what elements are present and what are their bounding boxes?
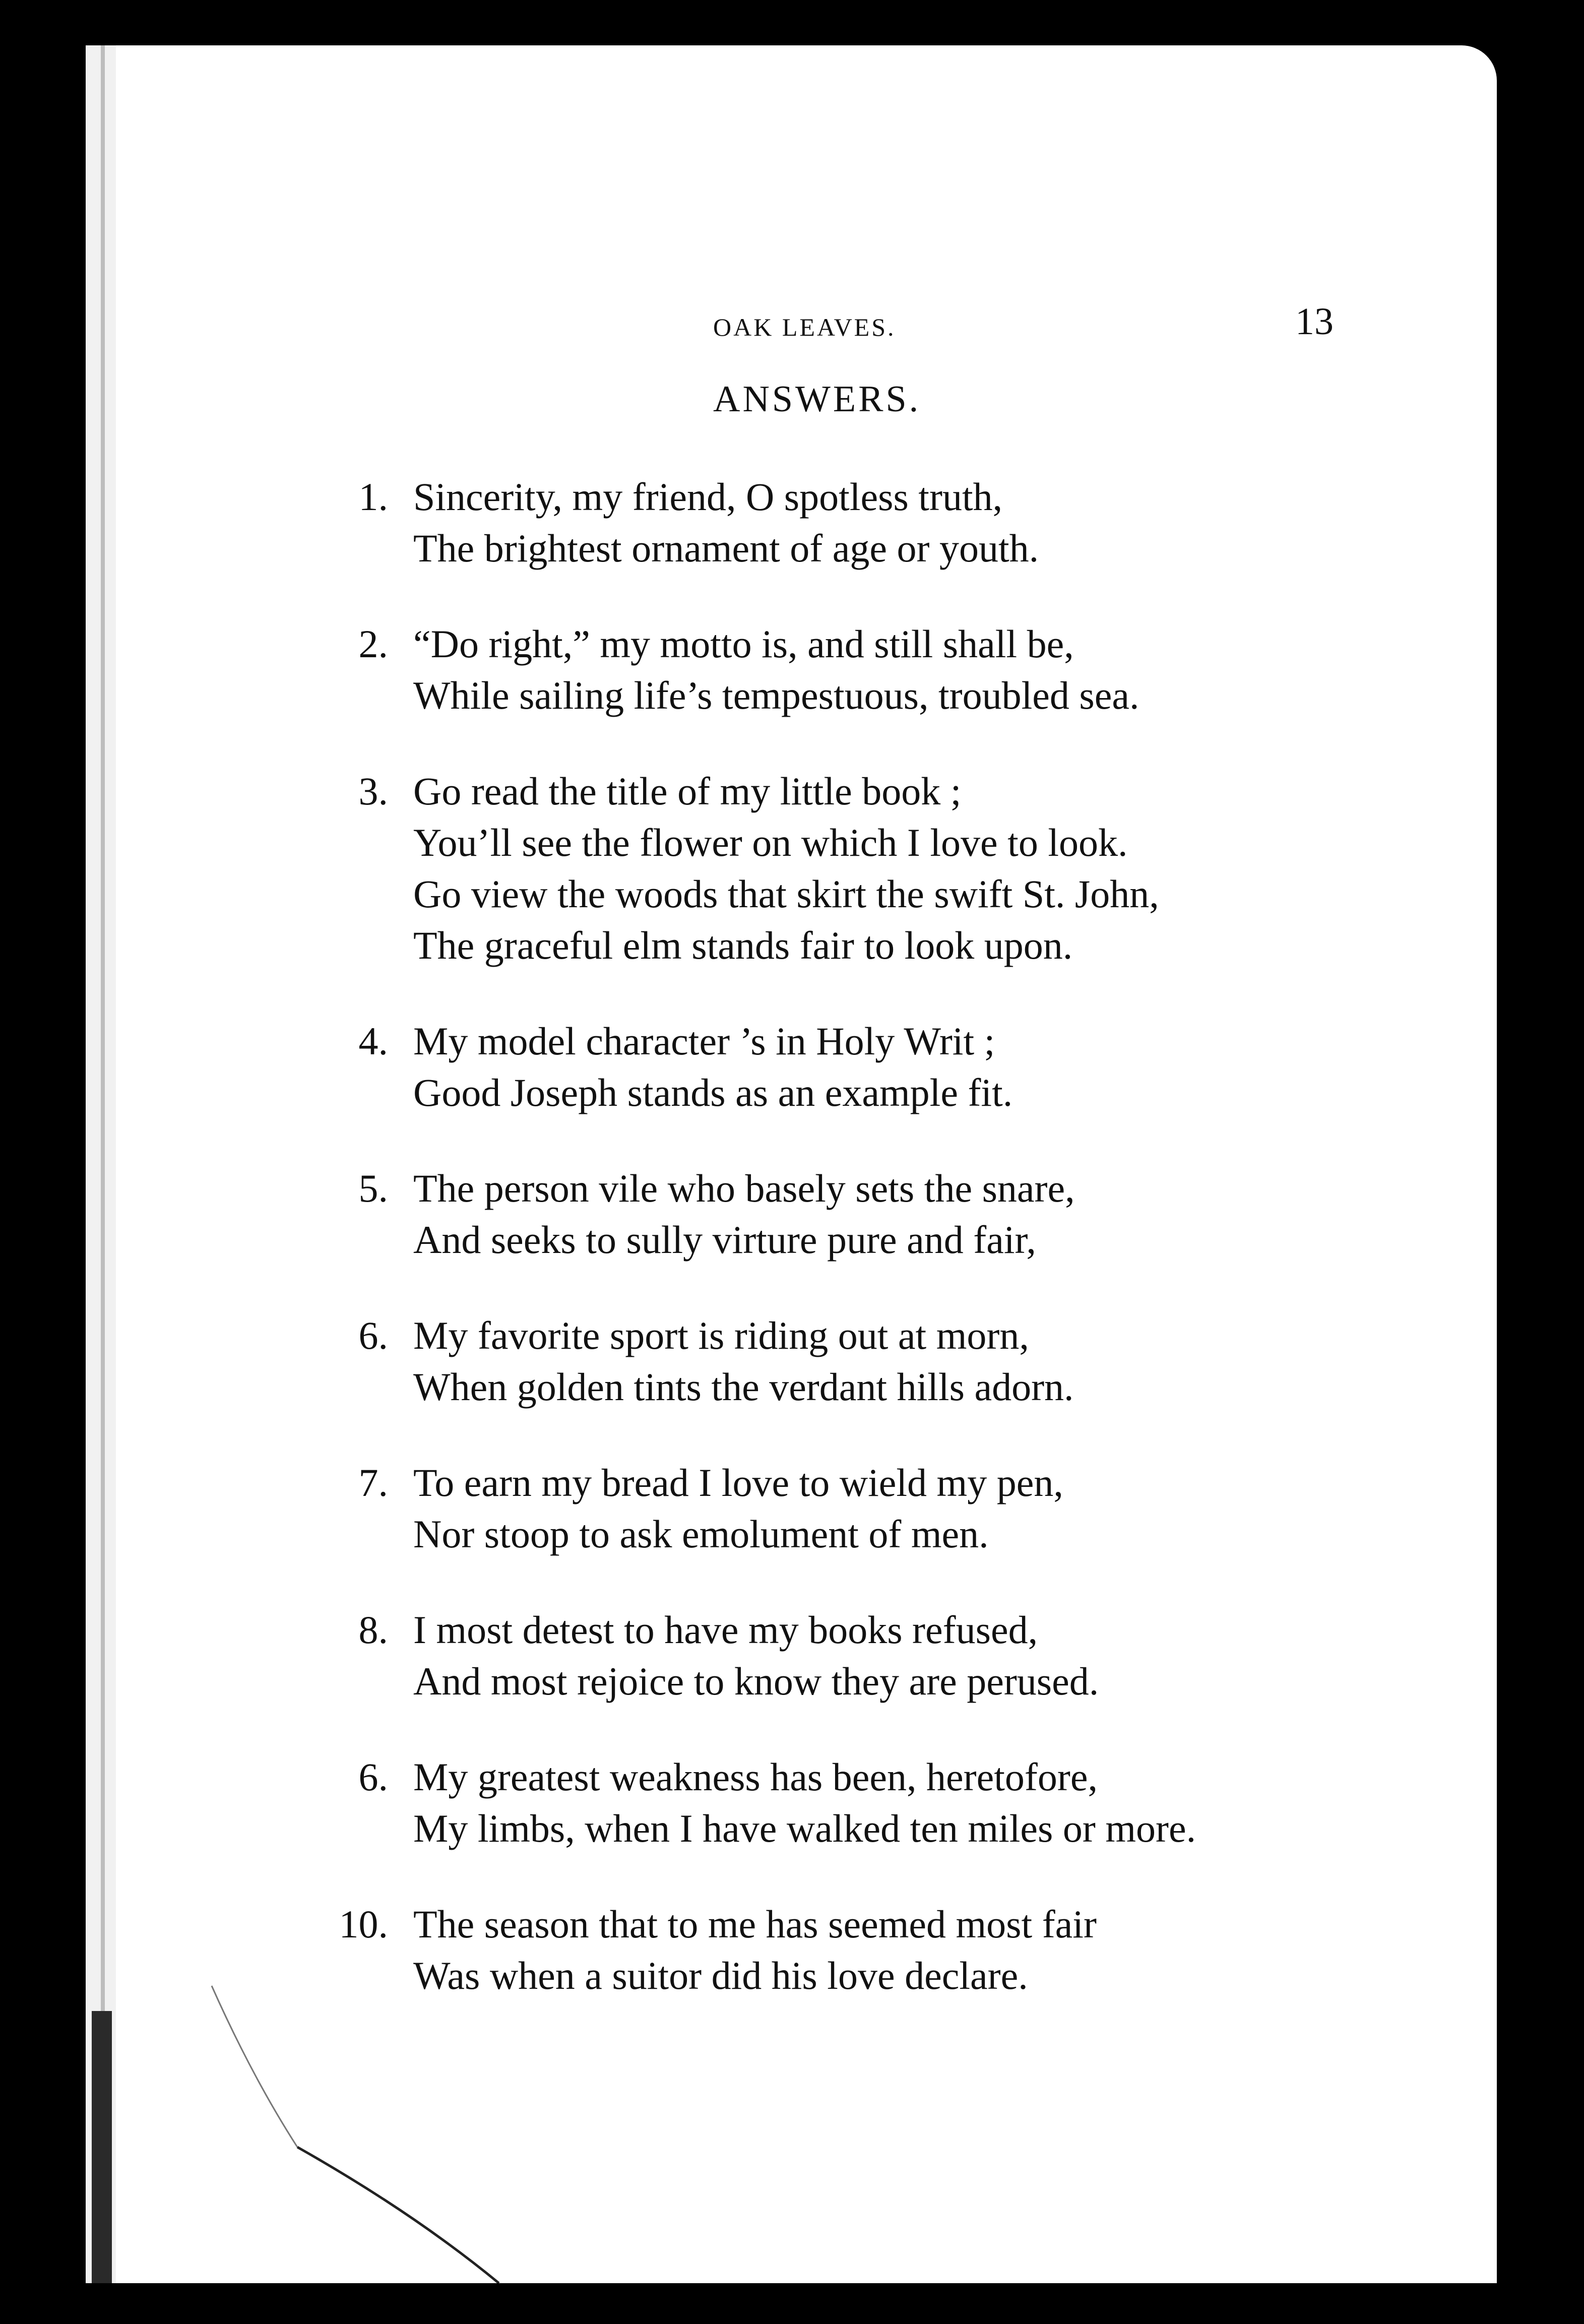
answer-line: I most detest to have my books refused,	[413, 1608, 1038, 1652]
answer-number: 6.	[358, 1313, 388, 1357]
answer-item	[86, 766, 1196, 971]
answer-number: 4.	[358, 1019, 388, 1063]
answer-line: Was when a suitor did his love declare.	[413, 1954, 1028, 1997]
answer-number: 5.	[358, 1166, 388, 1210]
answer-line: And most rejoice to know they are perused.	[413, 1659, 1099, 1703]
answer-item	[86, 1899, 1196, 2001]
section-title: ANSWERS.	[713, 379, 921, 420]
book-page	[86, 45, 1497, 2283]
answer-number: 6.	[358, 1755, 388, 1799]
page-number: 13	[1295, 300, 1334, 343]
answer-line: The season that to me has seemed most fair	[413, 1902, 1097, 1946]
answer-line: Sincerity, my friend, O spotless truth,	[413, 475, 1003, 519]
answers-list	[86, 471, 1196, 2046]
answer-line: Good Joseph stands as an example fit.	[413, 1071, 1013, 1114]
answer-line: You’ll see the flower on which I love to look.	[413, 821, 1128, 864]
answer-line: My limbs, when I have walked ten miles or more.	[413, 1806, 1196, 1850]
answer-number: 1.	[358, 475, 388, 519]
answer-item	[86, 1163, 1196, 1266]
answer-item	[86, 1751, 1196, 1854]
answer-number: 2.	[358, 622, 388, 666]
answer-line: My favorite sport is riding out at morn,	[413, 1313, 1029, 1357]
answer-item	[86, 1457, 1196, 1560]
answer-number: 10.	[339, 1902, 388, 1946]
answer-number: 3.	[358, 769, 388, 813]
answer-line: Nor stoop to ask emolument of men.	[413, 1512, 989, 1556]
answer-item	[86, 1310, 1196, 1413]
answer-line: Go view the woods that skirt the swift St. John,	[413, 872, 1159, 916]
answer-line: To earn my bread I love to wield my pen,	[413, 1461, 1063, 1504]
answer-line: When golden tints the verdant hills adorn.	[413, 1365, 1074, 1409]
answer-line: And seeks to sully virture pure and fair,	[413, 1218, 1036, 1262]
answer-line: While sailing life’s tempestuous, troubled sea.	[413, 673, 1139, 717]
answer-item	[86, 1604, 1196, 1707]
answer-item	[86, 1016, 1196, 1118]
answer-item	[86, 471, 1196, 574]
answer-line: My model character ’s in Holy Writ ;	[413, 1019, 995, 1063]
answer-item	[86, 618, 1196, 721]
answer-line: My greatest weakness has been, heretofore,	[413, 1755, 1098, 1799]
answer-line: The graceful elm stands fair to look upon.	[413, 923, 1073, 967]
answer-number: 8.	[358, 1608, 388, 1652]
answer-line: The person vile who basely sets the snare,	[413, 1166, 1075, 1210]
answer-line: Go read the title of my little book ;	[413, 769, 962, 813]
answer-line: “Do right,” my motto is, and still shall be,	[413, 622, 1074, 666]
answer-number: 7.	[358, 1461, 388, 1504]
answer-line: The brightest ornament of age or youth.	[413, 526, 1039, 570]
running-head: OAK LEAVES.	[713, 313, 896, 341]
